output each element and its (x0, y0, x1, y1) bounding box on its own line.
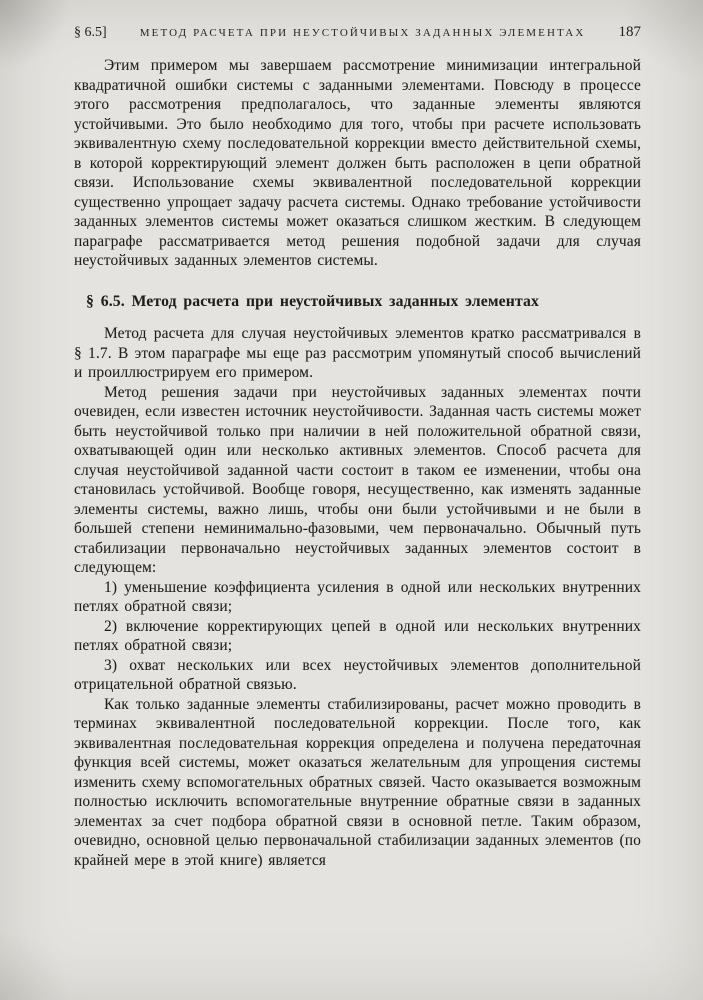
paragraph: Метод решения задачи при неустойчивых заданных элементах почти очевиден, если известен источник неустойчивости. Заданная часть системы может быть неустойчивой только при наличии в ней положительной обратной связи, охватывающей один или несколько активных элементов. Способ расчета для случая неустойчивой заданной части состоит в таком ее изменении, чтобы она становилась устойчивой. Вообще говоря, несущественно, как изменять заданные элементы системы, важно лишь, чтобы они были устойчивыми и не были в большей степени неминимально-фазовыми, чем первоначально. Обычный путь стабилизации первоначально неустойчивых заданных элементов состоит в следующем: (74, 383, 641, 576)
list-item: 2) включение корректирующих цепей в одной или нескольких внутренних петлях обратной связи; (74, 617, 641, 654)
intro-paragraph: Этим примером мы завершаем рассмотрение минимизации интегральной квадратичной ошибки системы с заданными элементами. Повсюду в процессе этого рассмотрения предполагалось, что заданные элементы являются устойчивыми. Это было необходимо для того, чтобы при расчете использовать эквивалентную схему последовательной коррекции вместо действительной схемы, в которой корректирующий элемент должен быть расположен в цепи обратной связи. Использование схемы эквивалентной последовательной коррекции существенно упрощает задачу расчета системы. Однако требование устойчивости заданных элементов системы может оказаться слишком жестким. В следующем параграфе рассматривается метод решения подобной задачи для случая неустойчивых заданных элементов системы. (74, 57, 641, 269)
running-head-section-marker: § 6.5] (74, 25, 107, 40)
list-item: 1) уменьшение коэффициента усиления в одной или нескольких внутренних петлях обратной связи; (74, 578, 641, 615)
running-head (74, 24, 641, 41)
closing-paragraph: Как только заданные элементы стабилизированы, расчет можно проводить в терминах эквивалентной последовательной коррекции. После того, как эквивалентная последовательная коррекция определена и получена передаточная функция всей системы, может оказаться желательным для упрощения системы изменить схему вспомогательных обратных связей. Часто оказывается возможным полностью исключить вспомогательные внутренние обратные связи в заданных элементах за счет подбора обратной связи в основной петле. Таким образом, очевидно, основной целью первоначальной стабилизации заданных элементов (по крайней мере в этой книге) является (74, 695, 641, 869)
list-item: 3) охват нескольких или всех неустойчивых элементов дополнительной отрицательной обратной связью. (74, 656, 641, 693)
page-number: 187 (618, 24, 641, 40)
section-heading: § 6.5. Метод расчета при неустойчивых заданных элементах (86, 292, 540, 310)
running-head-title: МЕТОД РАСЧЕТА ПРИ НЕУСТОЙЧИВЫХ ЗАДАННЫХ ЭЛЕМЕНТАХ (139, 27, 586, 39)
page-body (74, 56, 641, 870)
paragraph: Метод расчета для случая неустойчивых элементов кратко рассматривался в § 1.7. В этом параграфе мы еще раз рассмотрим упомянутый способ вычислений и проиллюстрируем его примером. (74, 325, 641, 381)
